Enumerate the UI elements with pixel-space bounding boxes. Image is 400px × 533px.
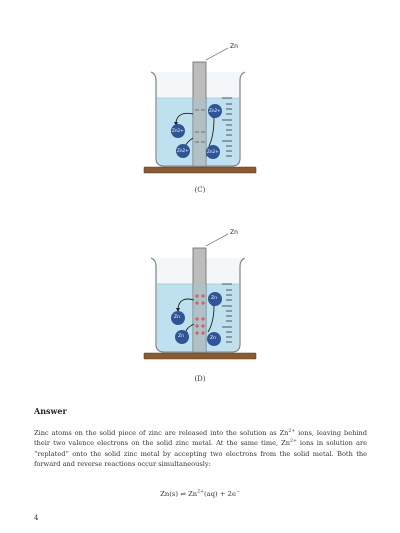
bench-c — [144, 167, 256, 173]
answer-heading: Answer — [34, 406, 67, 416]
answer-paragraph: Zinc atoms on the solid piece of zinc are released into the solution as $Zn^{2+}$ ions, leaving behind their two valence electrons on the solid zinc metal. At the same time, $Zn^{2+}$ ions in solution are “replated” onto the solid zinc metal by accepting two electrons from the solid metal. Both the forward and reverse reactions occur simultaneously: — [34, 428, 367, 468]
figure-d-caption: (D) — [194, 375, 206, 383]
atom-label-d-1: Zn — [211, 296, 217, 301]
figure-c-caption: (C) — [194, 186, 206, 194]
atom-label-d-4: Zn — [210, 336, 216, 341]
ion-label-c-1: Zn2+ — [209, 108, 221, 113]
page-number: 4 — [34, 514, 39, 522]
figure-c — [0, 36, 400, 186]
ion-label-c-3: Zn2+ — [177, 148, 189, 153]
atom-label-d-3: Zn — [178, 334, 184, 339]
ion-label-c-2: Zn2+ — [172, 128, 184, 133]
bench-d — [144, 353, 256, 359]
electrode-label-d: Zn — [230, 229, 238, 236]
electrode-label-c: Zn — [230, 43, 238, 50]
ion-label-c-4: Zn2+ — [207, 149, 219, 154]
reaction-equation: Zn(s) ⇌ $Zn^{2+}(aq) + 2e^-$ — [160, 489, 240, 498]
atom-label-d-2: Zn — [174, 315, 180, 320]
figure-d — [0, 222, 400, 372]
